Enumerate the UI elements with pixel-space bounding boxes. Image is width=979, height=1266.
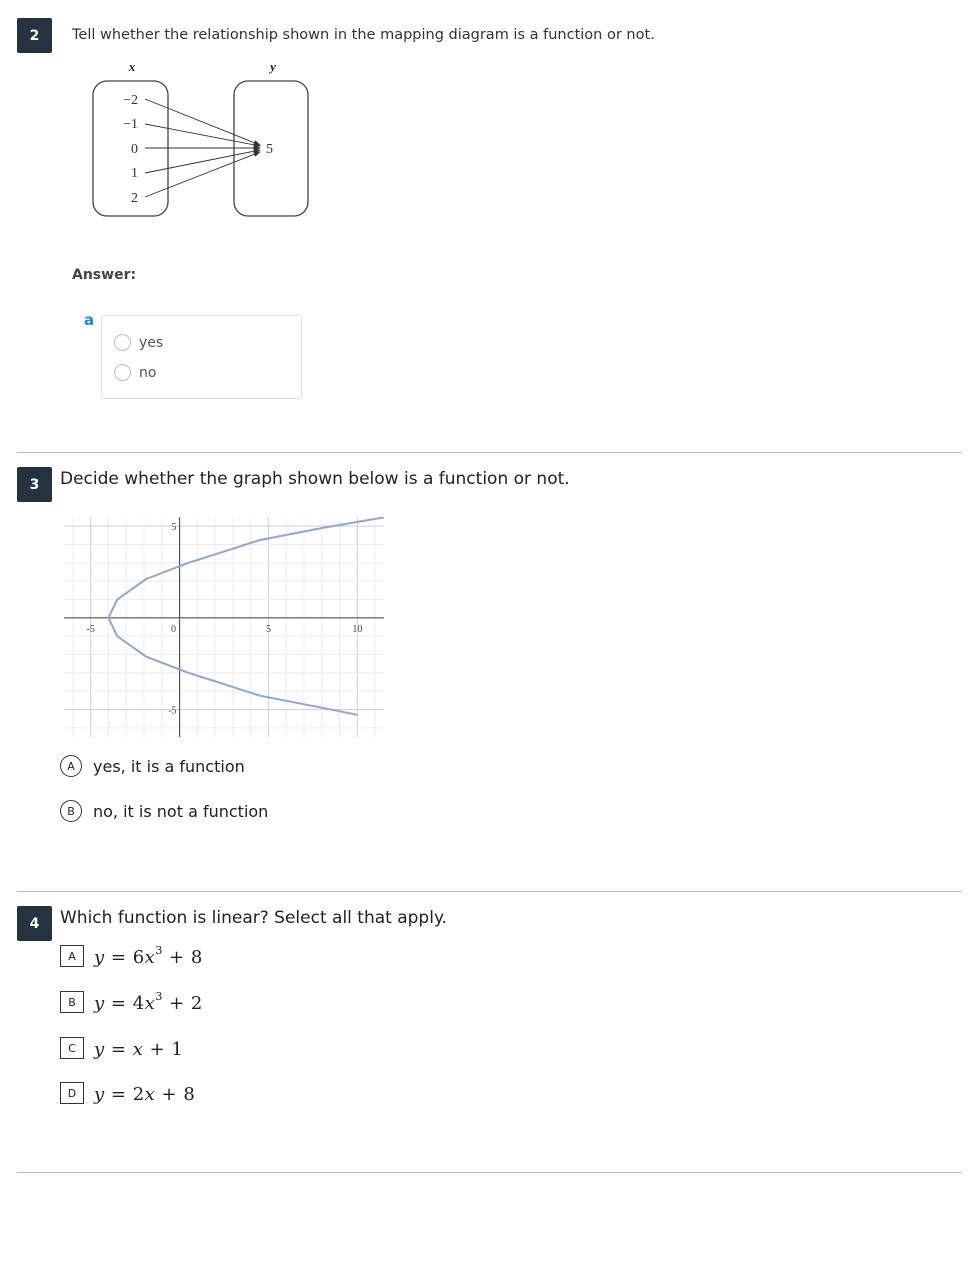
question-number-4: 4 (17, 906, 52, 941)
choice-text: yes, it is a function (93, 756, 245, 776)
x-tick-label: 5 (265, 623, 271, 635)
question-3-prompt: Decide whether the graph shown below is a function or not. (60, 469, 570, 489)
domain-value: −2 (123, 93, 138, 108)
mapping-arrow (145, 124, 260, 146)
choice-B[interactable] (60, 800, 268, 822)
choice-letter[interactable]: C (60, 1037, 84, 1059)
equation: $y = 4x^3 + 2$ (94, 990, 203, 1014)
checkbox-choice-B[interactable] (60, 990, 203, 1014)
x-tick-label: -5 (86, 623, 95, 635)
checkbox-choice-A[interactable] (60, 944, 203, 968)
choice-letter[interactable]: A (60, 945, 84, 967)
radio-button[interactable] (114, 334, 131, 351)
answer-radio-group (101, 315, 302, 399)
equation: y = 2x + 8 (94, 1084, 196, 1105)
radio-button[interactable] (114, 364, 131, 381)
range-value: 5 (266, 142, 273, 157)
radio-option-yes[interactable] (114, 334, 163, 351)
question-number-2: 2 (17, 18, 52, 53)
question-divider (17, 452, 962, 453)
domain-value: 1 (131, 166, 138, 181)
question-divider (17, 1172, 962, 1173)
choice-A[interactable] (60, 755, 245, 777)
mapping-arrow (145, 99, 260, 145)
parabola-curve (108, 517, 384, 714)
x-tick-label: 0 (171, 623, 177, 635)
radio-label: no (139, 364, 157, 381)
choice-letter: B (60, 800, 82, 822)
question-number-3: 3 (17, 467, 52, 502)
checkbox-choice-C[interactable] (60, 1036, 183, 1060)
y-tick-label: 5 (171, 522, 177, 534)
answer-label: Answer: (72, 267, 137, 283)
mapping-diagram (80, 55, 340, 225)
question-4-prompt: Which function is linear? Select all that apply. (60, 908, 447, 928)
question-2-prompt: Tell whether the relationship shown in the mapping diagram is a function or not. (72, 27, 655, 43)
domain-value: 0 (131, 142, 138, 157)
y-set-label: y (270, 59, 276, 74)
part-letter: a (84, 311, 95, 329)
radio-option-no[interactable] (114, 364, 156, 381)
choice-letter: A (60, 755, 82, 777)
mapping-arrow (145, 150, 260, 173)
mapping-arrow (145, 152, 260, 197)
choice-letter[interactable]: B (60, 991, 84, 1013)
radio-label: yes (139, 334, 164, 351)
choice-letter[interactable]: D (60, 1082, 84, 1104)
choice-text: no, it is not a function (93, 801, 269, 821)
question-divider (17, 891, 962, 892)
domain-value: −1 (123, 117, 138, 132)
checkbox-choice-D[interactable] (60, 1081, 195, 1105)
x-set-label: x (128, 59, 136, 74)
equation: y = x + 1 (94, 1039, 184, 1060)
x-tick-label: 10 (352, 623, 363, 635)
equation: $y = 6x^3 + 8$ (94, 944, 203, 968)
parabola-graph (64, 517, 384, 737)
y-tick-label: -5 (168, 705, 177, 717)
domain-value: 2 (131, 191, 138, 206)
